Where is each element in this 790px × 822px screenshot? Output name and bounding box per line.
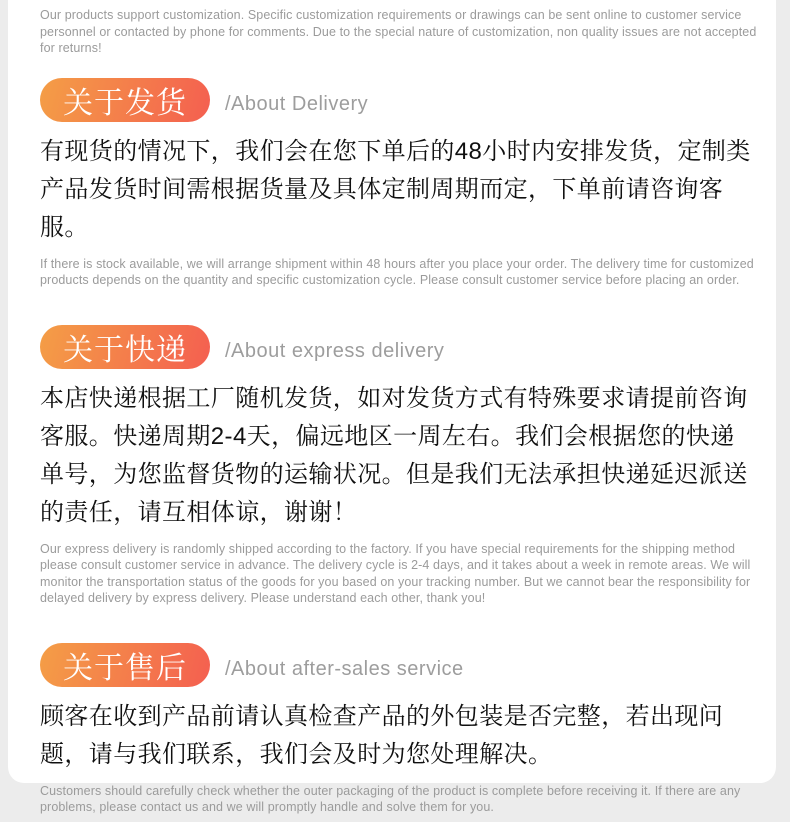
express-subtitle: /About express delivery: [225, 340, 445, 362]
after-sales-body-cn: 顾客在收到产品前请认真检查产品的外包装是否完整，若出现问题，请与我们联系，我们会及时为您处理解决。: [40, 702, 724, 768]
after-sales-badge: 关于售后: [40, 643, 210, 687]
delivery-subtitle: /About Delivery: [225, 93, 369, 115]
express-body-en: Our express delivery is randomly shipped according to the factory. If you have special requirements for the shipping method please consult customer service in advance. The delivery cycle is 2-4 days, and it takes about a week in remote areas. We will monitor the transportation status of the goods for you based on your tracking number. But we cannot bear the responsibility for delayed delivery by express delivery. Please understand each other, thank you!: [40, 541, 751, 605]
content-card: [8, 0, 776, 814]
section-header-delivery: [40, 78, 758, 122]
customization-note: Our products support customization. Specific customization requirements or drawings can be sent online to customer service personnel or contacted by phone for comments. Due to the special nature of customization, non quality issues are not accepted for returns!: [40, 8, 757, 55]
delivery-body-cn: 有现货的情况下，我们会在您下单后的48小时内安排发货，定制类产品发货时间需根据货量及具体定制周期而定，下单前请咨询客服。: [40, 137, 751, 241]
express-body-cn: 本店快递根据工厂随机发货，如对发货方式有特殊要求请提前咨询客服。快递周期2-4天，偏远地区一周左右。我们会根据您的快递单号，为您监督货物的运输状况。但是我们无法承担快递延迟派送的责任，请互相体谅，谢谢！: [40, 384, 748, 526]
express-badge: 关于快递: [40, 325, 210, 369]
after-sales-subtitle: /About after-sales service: [225, 658, 464, 680]
section-header-express: [40, 325, 758, 369]
delivery-badge: 关于发货: [40, 78, 210, 122]
after-sales-body-en: Customers should carefully check whether the outer packaging of the product is complete before receiving it. If there are any problems, please contact us and we will promptly handle and solve them for you.: [40, 783, 741, 814]
section-header-after-sales: [40, 643, 758, 687]
delivery-body-en: If there is stock available, we will arrange shipment within 48 hours after you place your order. The delivery time for customized products depends on the quantity and specific customization cycle. Please consult customer service before placing an order.: [40, 256, 754, 287]
